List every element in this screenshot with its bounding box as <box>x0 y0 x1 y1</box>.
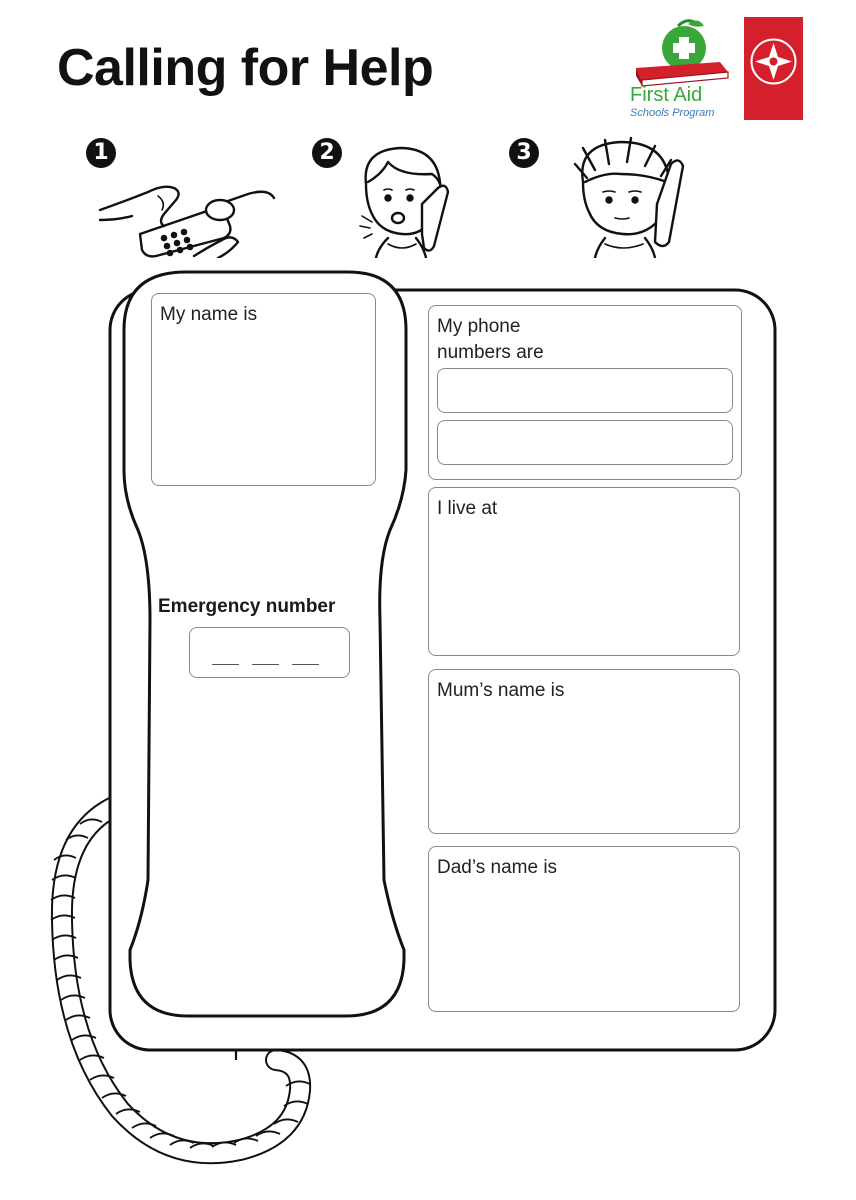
emergency-digit-3 <box>292 664 319 666</box>
step-2-number: 2 <box>312 138 342 168</box>
first-aid-logo-text: First Aid <box>630 84 703 106</box>
emergency-number-field[interactable] <box>189 627 350 678</box>
page-title: Calling for Help <box>57 39 434 97</box>
phone-numbers-label: My phone numbers are <box>437 316 544 363</box>
my-name-field[interactable] <box>151 293 376 486</box>
st-john-text: St John <box>747 99 799 115</box>
emergency-digit-2 <box>252 664 279 666</box>
phone-number-field-1[interactable] <box>437 368 733 413</box>
emergency-number-label: Emergency number <box>158 596 336 617</box>
dad-name-label: Dad’s name is <box>437 857 558 878</box>
my-name-label: My name is <box>160 304 258 325</box>
phone-number-field-2[interactable] <box>437 420 733 465</box>
emergency-digit-1 <box>212 664 239 666</box>
dad-name-field[interactable] <box>428 846 740 1012</box>
mum-name-label: Mum’s name is <box>437 680 565 701</box>
address-label: I live at <box>437 498 498 519</box>
step-1-number: 1 <box>86 138 116 168</box>
address-field[interactable] <box>428 487 740 656</box>
phone-numbers-section <box>428 305 742 480</box>
step-3-number: 3 <box>509 138 539 168</box>
mum-name-field[interactable] <box>428 669 740 834</box>
schools-program-text: Schools Program <box>630 107 715 119</box>
